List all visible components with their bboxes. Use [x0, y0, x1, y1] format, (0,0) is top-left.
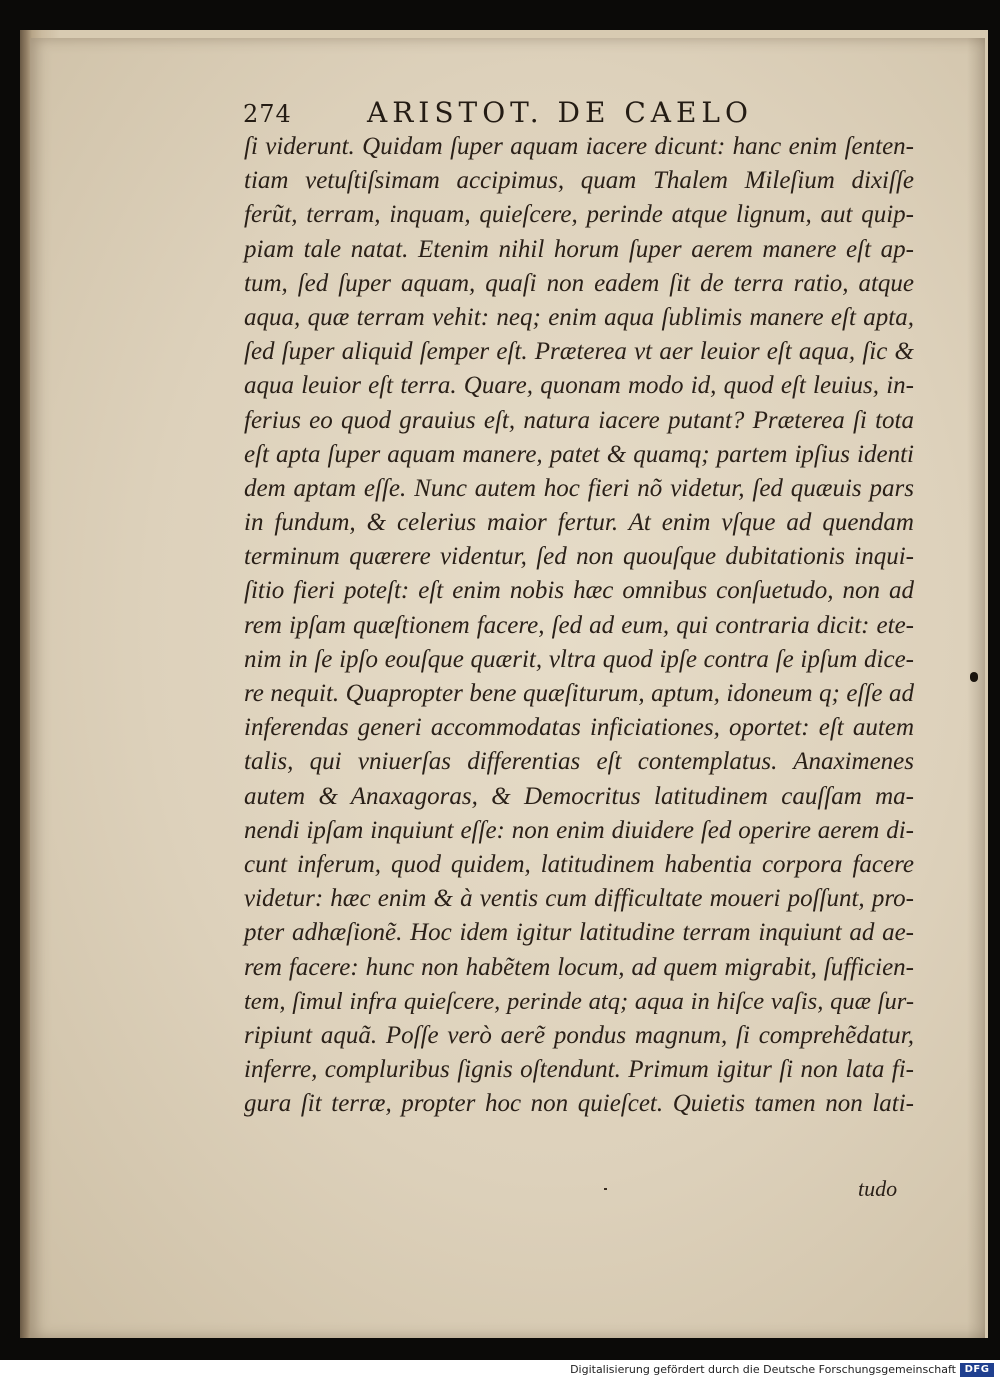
text-line: eſt apta ſuper aquam manere, patet & quamq; partem ipſius identi	[244, 440, 914, 468]
funding-credit: Digitalisierung gefördert durch die Deutsche Forschungsgemeinschaft	[570, 1363, 956, 1376]
text-line: pter adhæſionẽ. Hoc idem igitur latitudine terram inquiunt ad ae-	[244, 919, 914, 947]
text-line: ferũt, terram, inquam, quieſcere, perinde atque lignum, aut quip-	[244, 201, 914, 229]
text-line: talis, qui vniuerſas differentias eſt contemplatus. Anaximenes	[244, 748, 914, 776]
page-number: 274	[243, 100, 292, 128]
text-line: piam tale natat. Etenim nihil horum ſuper aerem manere eſt ap-	[244, 235, 914, 263]
text-line: rem facere: hunc non habẽtem locum, ad quem migrabit, ſufficien-	[244, 953, 914, 981]
text-line: tiam vetuſtiſsimam accipimus, quam Thalem Mileſium dixiſſe	[244, 167, 914, 195]
text-line: dem aptam eſſe. Nunc autem hoc fieri nõ videtur, ſed quæuis pars	[244, 474, 914, 502]
text-line: cunt inferum, quod quidem, latitudinem habentia corpora facere	[244, 850, 914, 878]
running-title: ARISTOT. DE CAELO	[367, 96, 753, 129]
text-line: ſitio fieri poteſt: eſt enim nobis hæc omnibus conſuetudo, non ad	[244, 577, 914, 605]
text-line: tem, ſimul infra quieſcere, perinde atq; aqua in hiſce vaſis, quæ ſur-	[244, 987, 914, 1015]
text-line: gura ſit terræ, propter hoc non quieſcet. Quietis tamen non lati-	[244, 1090, 914, 1118]
page-edge-shadow	[967, 38, 985, 1338]
running-head	[243, 96, 763, 134]
text-line: terminum quærere videntur, ſed non quouſque dubitationis inqui-	[244, 543, 914, 571]
text-line: aqua, quæ terram vehit: neq; enim aqua ſublimis manere eſt apta,	[244, 303, 914, 331]
text-line: inferendas generi accommodatas inficiationes, oportet: eſt autem	[244, 714, 914, 742]
text-line: autem & Anaxagoras, & Democritus latitudinem cauſſam ma-	[244, 782, 914, 810]
text-line: re nequit. Quapropter bene quæſiturum, aptum, idoneum q; eſſe ad	[244, 680, 914, 707]
stray-ink-dot	[604, 1188, 607, 1190]
text-line: rem ipſam quæſtionem facere, ſed ad eum, qui contraria dicit: ete-	[244, 611, 914, 639]
catchword: tudo	[858, 1176, 898, 1201]
text-line: ſi viderunt. Quidam ſuper aquam iacere dicunt: hanc enim ſenten-	[244, 133, 914, 160]
text-line: nim in ſe ipſo eouſque quærit, vltra quod ipſe contra ſe ipſum dice-	[244, 645, 914, 673]
text-line: in fundum, & celerius maior fertur. At enim vſque ad quendam	[244, 509, 914, 537]
dfg-logo: DFG	[960, 1363, 994, 1377]
text-line: videtur: hæc enim & à ventis cum difficultate moueri poſſunt, pro-	[244, 885, 914, 913]
text-line: ripiunt aquã. Poſſe verò aerẽ pondus magnum, ſi comprehẽdatur,	[244, 1021, 914, 1049]
text-line: ſed ſuper aliquid ſemper eſt. Præterea vt aer leuior eſt aqua, ſic &	[244, 338, 914, 366]
digitization-footer	[0, 1360, 1000, 1380]
text-line: ferius eo quod grauius eſt, natura iacere putant? Præterea ſi tota	[244, 406, 914, 434]
text-line: nendi ipſam inquiunt eſſe: non enim diuidere ſed operire aerem di-	[244, 816, 914, 844]
margin-ink-mark	[970, 672, 978, 682]
text-line: tum, ſed ſuper aquam, quaſi non eadem ſit de terra ratio, atque	[244, 269, 914, 297]
body-text	[244, 130, 914, 1121]
text-line: aqua leuior eſt terra. Quare, quonam modo id, quod eſt leuius, in-	[244, 372, 914, 400]
text-line: inferre, compluribus ſignis oſtendunt. Primum igitur ſi non lata fi-	[244, 1056, 914, 1084]
